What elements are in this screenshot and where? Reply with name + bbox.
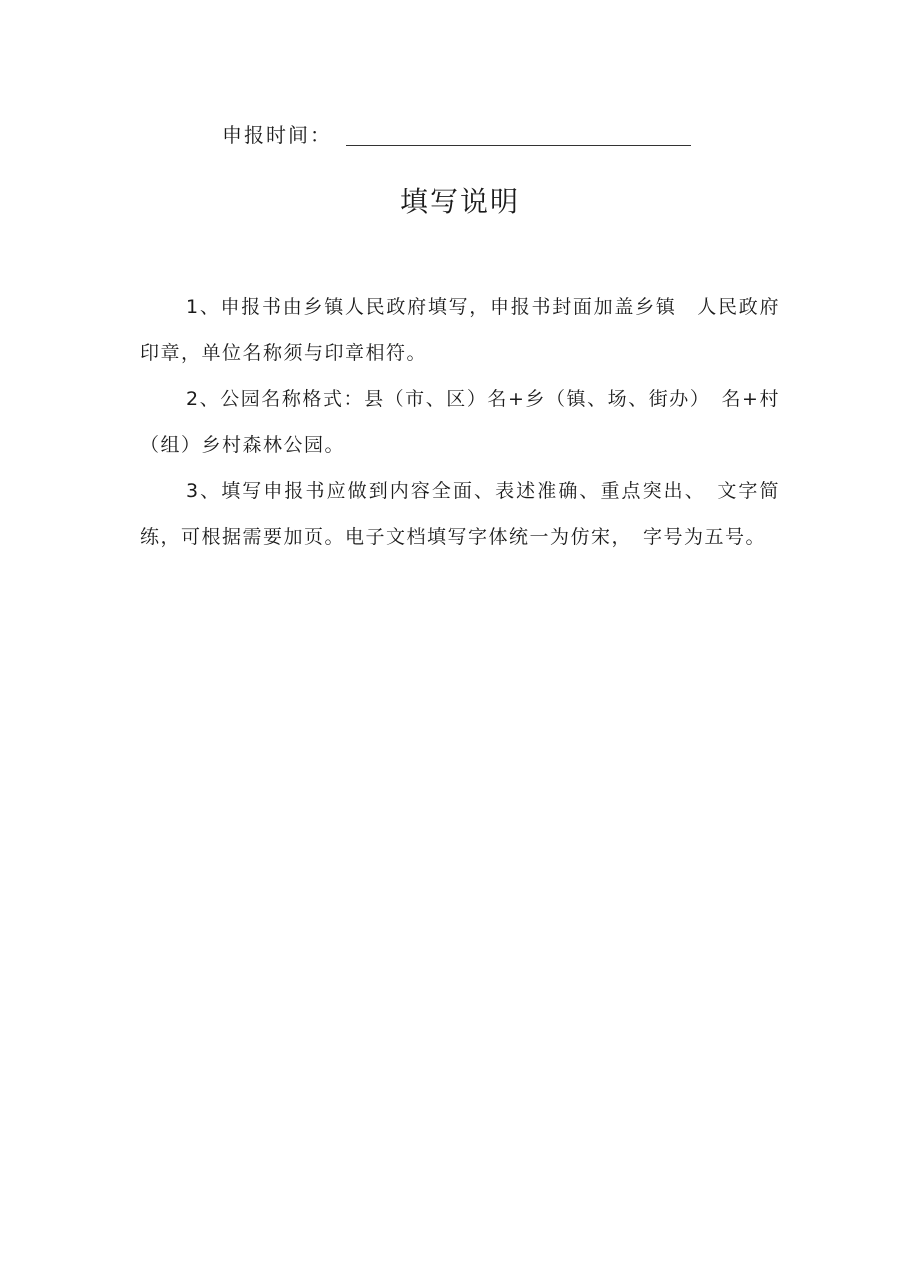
instruction-item-2: 2、公园名称格式：县（市、区）名+乡（镇、场、街办） 名+村（组）乡村森林公园。 <box>140 388 780 456</box>
instruction-item-3: 3、填写申报书应做到内容全面、表述准确、重点突出、 文字简练，可根据需要加页。电子文档填写字体统一为仿宋， 字号为五号。 <box>140 480 780 548</box>
submission-date-label: 申报时间： <box>222 123 332 147</box>
submission-date-row <box>222 118 691 152</box>
instruction-item-1: 1、申报书由乡镇人民政府填写，申报书封面加盖乡镇 人民政府印章，单位名称须与印章相符。 <box>140 296 780 364</box>
instructions-list <box>140 284 780 560</box>
page-title: 填写说明 <box>399 185 520 218</box>
submission-date-blank <box>346 145 691 146</box>
